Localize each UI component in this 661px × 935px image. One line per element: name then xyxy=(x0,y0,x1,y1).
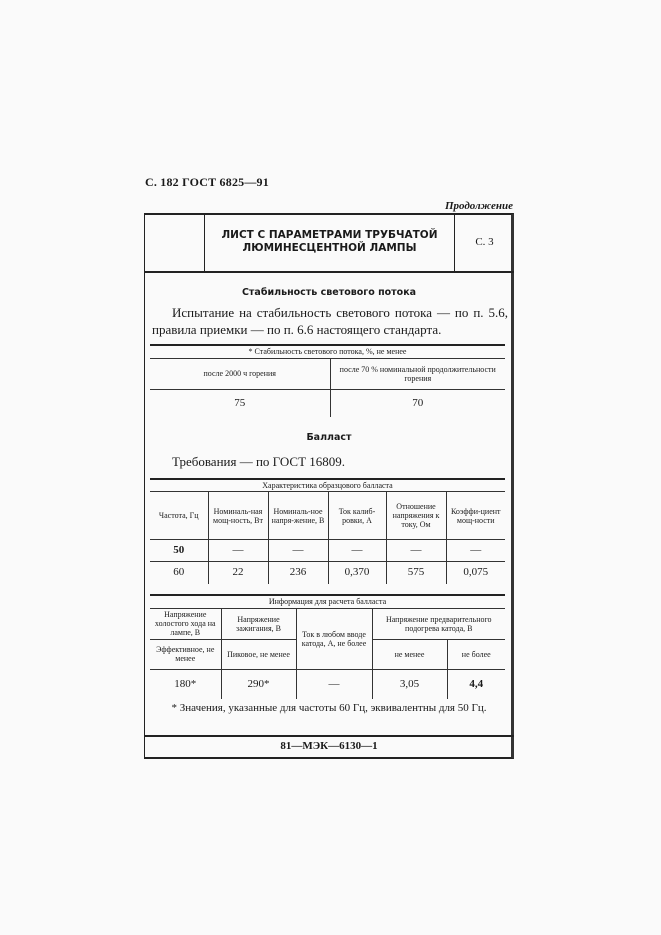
ballast-text: Требования — по ГОСТ 16809. xyxy=(172,454,346,469)
col-header: Коэффи-циент мощ-ности xyxy=(446,492,505,540)
flux-heading: Стабильность светового потока xyxy=(241,287,417,298)
sub-header: не более xyxy=(447,639,505,669)
flux-table-title: * Стабильность светового потока, %, не менее xyxy=(150,345,505,358)
cell: — xyxy=(296,669,372,699)
sheet-number: С. 3 xyxy=(475,236,494,248)
ballast-heading: Балласт xyxy=(306,432,352,443)
cell: 290* xyxy=(221,669,296,699)
col-header: Ток калиб-ровки, А xyxy=(328,492,386,540)
sub-header: Пиковое, не менее xyxy=(221,639,296,669)
page-header: С. 182 ГОСТ 6825—91 xyxy=(145,175,269,189)
continuation-label: Продолжение xyxy=(444,200,513,212)
document-code: 81—МЭК—6130—1 xyxy=(280,740,378,752)
footnote: * Значения, указанные для частоты 60 Гц, эквивалентны для 50 Гц. xyxy=(171,702,487,714)
sheet-title: ЛИСТ С ПАРАМЕТРАМИ ТРУБЧАТОЙ ЛЮМИНЕСЦЕНТНОЙ ЛАМПЫ xyxy=(205,213,455,271)
col-header: после 2000 ч горения xyxy=(150,358,330,389)
cell: 236 xyxy=(268,562,328,584)
cell: 180* xyxy=(150,669,221,699)
col-header: Номиналь-ная мощ-ность, Вт xyxy=(208,492,268,540)
table-row xyxy=(150,669,505,699)
table-row xyxy=(150,540,505,562)
sub-header: не менее xyxy=(372,639,447,669)
cell: 70 xyxy=(330,389,505,417)
cell: 0,075 xyxy=(446,562,505,584)
col-header: Напряжение предварительного подогрева катода, В xyxy=(372,608,505,639)
table-row xyxy=(150,562,505,584)
col-header: Отношение напряжения к току, Ом xyxy=(386,492,446,540)
cell: — xyxy=(386,540,446,562)
flux-text: Испытание на стабильность светового потока — по п. 5.6, правила приемки — по п. 6.6 настоящего стандарта. xyxy=(152,305,508,337)
col-header: Номиналь-ное напря-жение, В xyxy=(268,492,328,540)
cell: 50 xyxy=(150,540,208,562)
cell: 575 xyxy=(386,562,446,584)
cell: — xyxy=(446,540,505,562)
cell: — xyxy=(208,540,268,562)
footer-divider xyxy=(144,735,514,737)
table-title: Информация для расчета балласта xyxy=(150,595,505,608)
cell: 0,370 xyxy=(328,562,386,584)
cell: — xyxy=(328,540,386,562)
col-header: Напряжение зажигания, В xyxy=(221,608,296,639)
flux-table xyxy=(150,344,505,417)
cell: 60 xyxy=(150,562,208,584)
cell: 4,4 xyxy=(447,669,505,699)
table-title: Характеристика образцового балласта xyxy=(150,479,505,492)
ballast-characteristics-table xyxy=(150,478,505,584)
col-header: после 70 % номинальной продолжительности горения xyxy=(330,358,505,389)
title-box-blank xyxy=(144,213,205,271)
title-box xyxy=(144,213,514,273)
ballast-calculation-table xyxy=(150,594,505,699)
col-header: Ток в любом вводе катода, А, не более xyxy=(296,608,372,669)
cell: 22 xyxy=(208,562,268,584)
sub-header: Эффективное, не менее xyxy=(150,639,221,669)
cell: 3,05 xyxy=(372,669,447,699)
col-header: Частота, Гц xyxy=(150,492,208,540)
cell: — xyxy=(268,540,328,562)
col-header: Напряжение холостого хода на лампе, В xyxy=(150,608,221,639)
cell: 75 xyxy=(150,389,330,417)
